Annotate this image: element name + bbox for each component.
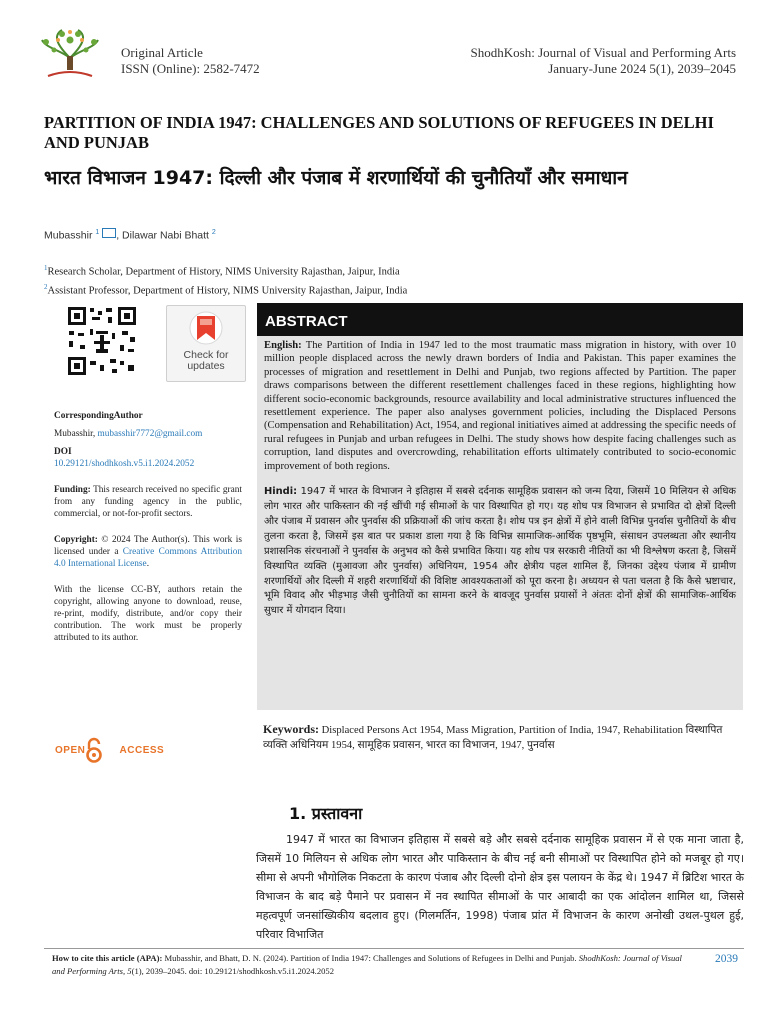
license-end: . <box>146 559 150 569</box>
section-heading: 1. प्रस्तावना <box>289 804 363 823</box>
section-body: 1947 में भारत का विभाजन इतिहास में सबसे बड़े और सबसे दर्दनाक सामूहिक प्रवासन में से एक माना जाता है, जिसमें 10 मिलियन से अधिक लोग भारत और पाकिस्तान के बीच नई बनी सीमाओं पर विस्थापित होने को मजबूर हो गए। सीमा से अपनी भौगोलिक निकटता के कारण पंजाब और दिल्ली दोनो क्षेत्र इस पलायन के केंद्र थे। 1947 में ब्रिटिश भारत के विभाजन के बाद बड़े पैमाने पर प्रवासन में नव स्थापित सीमाओं के पार आबादी का एक आंदोलन शामिल था, जिससे महत्वपूर्ण जनसांख्यिकीय बदलाव हुए। (गिलमर्तिन, 1998) पंजाब प्रांत में विभाजन के कारण अनोखी उथल-पुथल हुई, परिवार विभाजित <box>256 833 744 941</box>
abstract-hindi-label: Hindi: <box>264 486 298 498</box>
article-type: Original Article <box>121 45 203 60</box>
bookmark-ribbon-icon <box>167 306 245 350</box>
abstract-english-text: The Partition of India in 1947 led to the most traumatic mass migration in history, with over 10 million people displaced across the newly drawn borders of India and Pakistan. This paper examines the processes of migration and resettlement in Delhi and Punjab, two regions affected by Partition. The paper draws comparisons between the different resettlement challenges faced in these regions, highlighting how different socio-economic backgrounds, resource availability and local administrative structures influenced the resettlement experience. The paper also analyses government policies, including the Displaced Persons (Compensation and Rehabilitation) Act, 1954, and regional initiatives aimed at addressing the specific needs of rural refugees in Punjab and urban refugees in Delhi. The study shows how despite facing challenges such as corruption, land disputes and overcrowding, rehabilitation efforts ultimately contributed to socio-economic improvement of both regions. <box>264 340 736 472</box>
check-updates-line2: updates <box>187 360 225 372</box>
copyright-statement <box>54 534 242 570</box>
check-for-updates-button[interactable] <box>166 305 246 382</box>
affiliations <box>44 261 407 298</box>
funding-statement <box>54 484 242 520</box>
citation <box>52 952 692 978</box>
open-access-badge <box>55 737 165 763</box>
author-1-sup: 1 <box>95 229 100 236</box>
cite-text: Mubasshir, and Bhatt, D. N. (2024). Partition of India 1947: Challenges and Solutions of Refugees in Delhi and Punjab. <box>162 953 579 963</box>
funding-label: Funding: <box>54 485 91 495</box>
journal-name: ShodhKosh: Journal of Visual and Performing Arts <box>470 45 736 60</box>
footer-divider <box>44 948 744 949</box>
journal-issue: January-June 2024 5(1), 2039–2045 <box>548 61 736 76</box>
check-updates-line1: Check for <box>183 349 229 361</box>
journal-logo <box>38 28 102 82</box>
keywords <box>263 722 738 753</box>
corresponding-author <box>54 428 242 440</box>
copyright-text: © 2024 The Author(s). This work is licensed under a <box>54 535 242 557</box>
keywords-text: Displaced Persons Act 1954, Mass Migration, Partition of India, 1947, Rehabilitation विस्थापित व्यक्ति अधिनियम 1954, सामूहिक प्रवासन, भारत का विभाजन, 1947, पुनर्वास <box>263 725 723 751</box>
abstract-body <box>257 336 743 710</box>
affiliation-1-text: Research Scholar, Department of History, NIMS University Rajasthan, Jaipur, India <box>47 266 400 278</box>
doi-label: DOI <box>54 447 72 457</box>
cite-end: (1), 2039–2045. doi: 10.29121/shodhkosh.v5.i1.2024.2052 <box>131 966 335 976</box>
author-2-sup: 2 <box>211 229 216 236</box>
corresponding-email-link[interactable]: mubasshir7772@gmail.com <box>97 429 203 439</box>
article-info-sidebar <box>54 410 242 644</box>
authors-line <box>44 229 216 242</box>
funding-text: This research received no specific grant from any funding agency in the public, commercial, or not-for-profit sectors. <box>54 485 242 519</box>
copyright-label: Copyright: <box>54 535 98 545</box>
affiliation-2-text: Assistant Professor, Department of History, NIMS University Rajasthan, Jaipur, India <box>47 285 408 296</box>
abstract-heading: ABSTRACT <box>257 303 743 336</box>
abstract-hindi-text: 1947 में भारत के विभाजन ने इतिहास में सबसे दर्दनाक सामूहिक प्रवासन को जन्म दिया, जिसमें 10 मिलियन से अधिक लोग भारत और पाकिस्तान की नई खींची गई सीमाओं के पार विस्थापित हो गए। यह शोध पत्र विभाजन से प्रभावित दो क्षेत्रों दिल्ली और पंजाब में प्रवासन और पुनर्वास की प्रक्रियाओं की जांच करता है। शोध पत्र इन क्षेत्रों में होने वाली विभिन्न पुनर्वास चुनौतियों के बीच तुलना करता है, जिसमें इस बात पर प्रकाश डाला गया है कि विभिन्न सामाजिक-आर्थिक पृष्ठभूमि, संसाधन उपलब्धता और स्थानीय प्रशासनिक संरचनाओं ने पुनर्वास के अनुभव को कैसे प्रभावित किया। यह शोध पत्र सरकारी नीतियों का भी विश्लेषण करता है, जिसमें विस्थापित व्यक्ति (मुआवजा और पुनर्वास) अधिनियम, 1954 और क्षेत्रीय पहल शामिल हैं, जिनका उद्देश्य पंजाब में ग्रामीण शरणार्थियों और दिल्ली में शहरी शरणार्थियों की विशिष्ट आवश्यकताओं को पूरा करना है। अध्ययन से पता चलता है कि कैसे भ्रष्टाचार, भूमि विवाद और भीड़भाड़ जैसी चुनौतियों का सामना करने के बावजूद पुनर्वास प्रयासों ने अंततः दोनों क्षेत्रों की सामाजिक-आर्थिक सुधार में योगदान दिया। <box>264 486 736 617</box>
page-number: 2039 <box>715 953 738 965</box>
license-note: With the license CC-BY, authors retain the copyright, allowing anyone to download, reuse, re-print, modify, distribute, and/or copy their contribution. The work must be properly attributed to its author. <box>54 585 242 643</box>
abstract-english-label: English: <box>264 340 302 351</box>
doi-link[interactable]: 10.29121/shodhkosh.v5.i1.2024.2052 <box>54 459 195 469</box>
abstract-hindi <box>264 485 736 619</box>
title-hindi: भारत विभाजन 1947: दिल्ली और पंजाब में शरणार्थियों की चुनौतियाँ और समाधान <box>44 167 628 189</box>
corresponding-label: CorrespondingAuthor <box>54 411 143 421</box>
email-icon[interactable] <box>102 228 116 238</box>
author-1-name[interactable]: Mubasshir <box>44 229 93 242</box>
qr-code-icon[interactable] <box>66 305 138 377</box>
abstract-english <box>264 339 736 473</box>
license-link[interactable]: Creative Commons Attribution 4.0 International License <box>54 547 243 569</box>
title-english: PARTITION OF INDIA 1947: CHALLENGES AND SOLUTIONS OF REFUGEES IN DELHI AND PUNJAB <box>44 113 714 152</box>
affiliation-2-sup: 2 <box>44 282 48 291</box>
issn: ISSN (Online): 2582-7472 <box>121 61 260 76</box>
corresponding-name: Mubasshir, <box>54 429 98 439</box>
open-access-label: OPEN ACCESS <box>55 745 165 756</box>
cite-label: How to cite this article (APA): <box>52 953 163 963</box>
affiliation-1 <box>44 261 407 280</box>
author-2-name[interactable]: , Dilawar Nabi Bhatt <box>116 229 209 242</box>
keywords-label: Keywords: <box>263 722 319 736</box>
cite-journal: ShodhKosh: Journal of Visual and Performing Arts, 5 <box>52 953 682 976</box>
affiliation-2 <box>44 280 407 299</box>
affiliation-1-sup: 1 <box>44 264 48 272</box>
